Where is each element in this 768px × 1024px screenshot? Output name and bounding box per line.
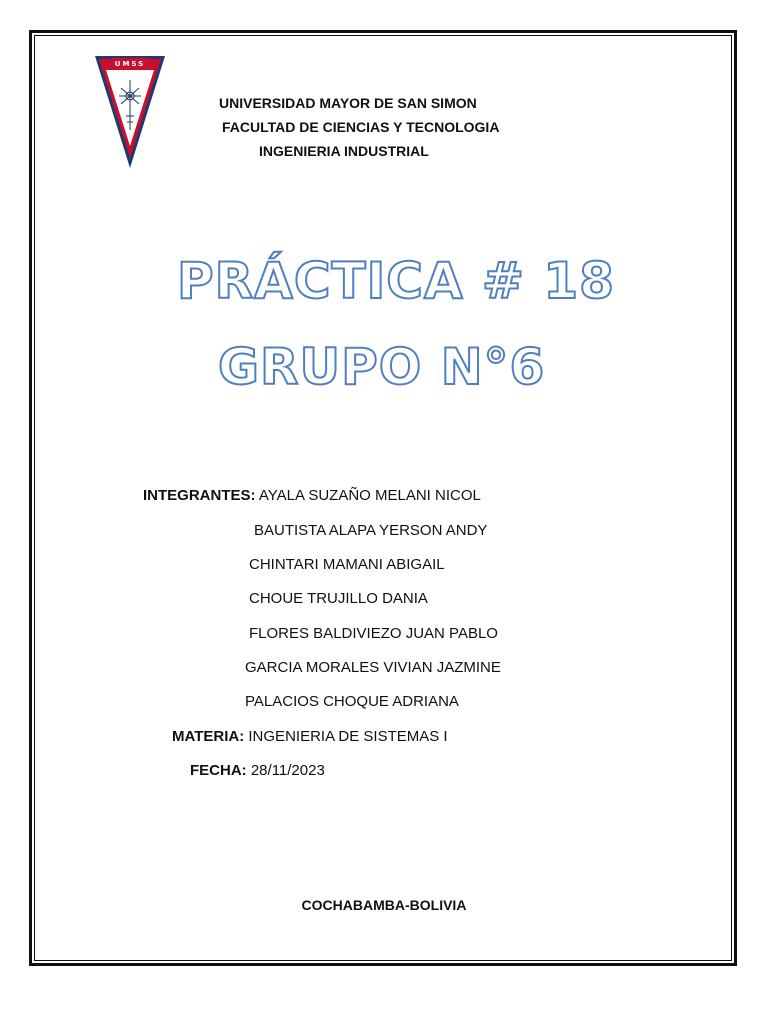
members-line-1 — [143, 487, 481, 504]
subject-value: INGENIERIA DE SISTEMAS I — [248, 728, 448, 745]
career-name: INGENIERIA INDUSTRIAL — [259, 143, 429, 159]
logo-text: UMSS — [114, 60, 146, 68]
date-value: 28/11/2023 — [250, 762, 325, 779]
group-title: GRUPO N°6 — [218, 338, 546, 396]
date-label: FECHA: — [190, 762, 247, 779]
member-name: BAUTISTA ALAPA YERSON ANDY — [254, 522, 488, 539]
subject-label: MATERIA: — [172, 728, 245, 745]
member-name: PALACIOS CHOQUE ADRIANA — [245, 693, 459, 710]
member-name: FLORES BALDIVIEZO JUAN PABLO — [249, 625, 498, 642]
member-name: CHINTARI MAMANI ABIGAIL — [249, 556, 445, 573]
faculty-name: FACULTAD DE CIENCIAS Y TECNOLOGIA — [222, 119, 500, 135]
members-label: INTEGRANTES: — [143, 487, 256, 504]
date-line — [190, 762, 325, 779]
subject-line — [172, 728, 448, 745]
umss-logo — [93, 54, 167, 170]
footer-location: COCHABAMBA-BOLIVIA — [301, 897, 467, 913]
member-name: GARCIA MORALES VIVIAN JAZMINE — [245, 659, 501, 676]
member-name: CHOUE TRUJILLO DANIA — [249, 590, 428, 607]
university-name: UNIVERSIDAD MAYOR DE SAN SIMON — [219, 95, 477, 111]
practice-title: PRÁCTICA # 18 — [177, 252, 615, 310]
member-name: AYALA SUZAÑO MELANI NICOL — [258, 487, 481, 504]
